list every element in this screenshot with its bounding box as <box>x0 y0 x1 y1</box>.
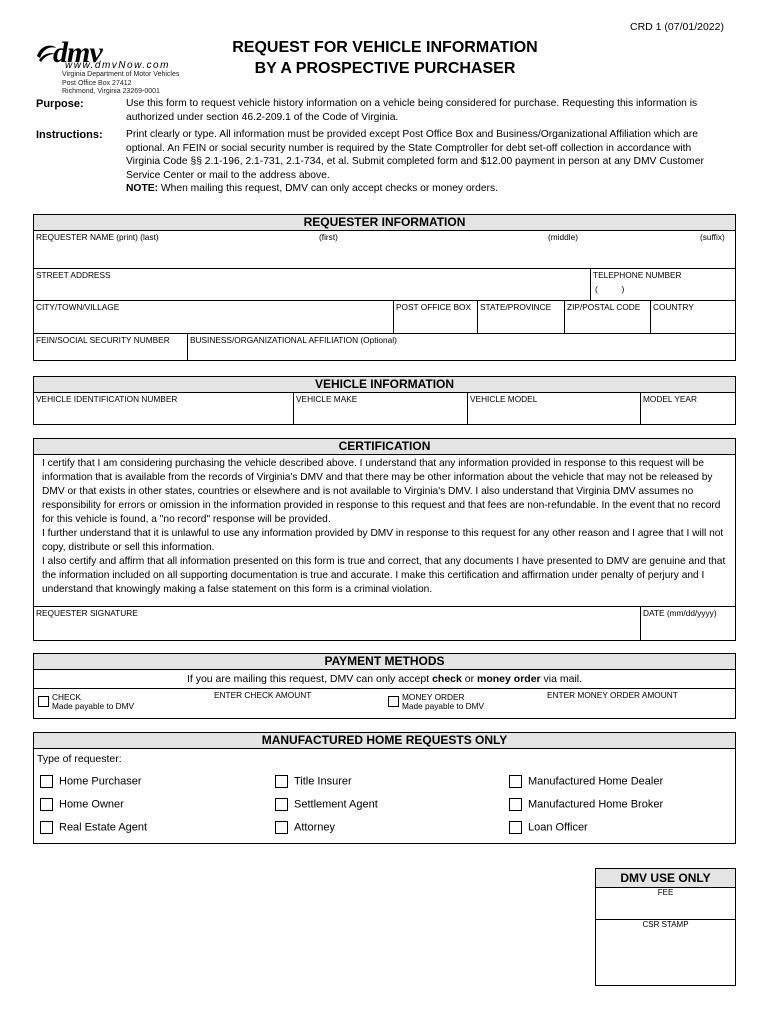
option-mh-broker[interactable] <box>509 798 663 811</box>
option-title-insurer[interactable] <box>275 775 352 788</box>
certification-section <box>33 438 736 641</box>
fee-field <box>596 888 735 920</box>
mo-amount-label: ENTER MONEY ORDER AMOUNT <box>547 690 678 700</box>
option-mh-dealer[interactable] <box>509 775 663 788</box>
name-last-label: REQUESTER NAME (print) (last) <box>36 232 159 242</box>
signature-row <box>34 607 735 641</box>
phone-parens: ( ) <box>595 284 625 294</box>
mo-amount-field[interactable] <box>547 690 678 700</box>
checkbox[interactable] <box>275 798 288 811</box>
vin-label: VEHICLE IDENTIFICATION NUMBER <box>36 394 178 404</box>
option-label: Manufactured Home Broker <box>528 798 664 811</box>
check-checkbox[interactable] <box>38 696 49 707</box>
form-code: CRD 1 (07/01/2022) <box>630 21 724 33</box>
form-title <box>200 37 570 79</box>
fein-row <box>34 334 735 361</box>
cert-paragraph-1: I certify that I am considering purchasing the vehicle described above. I understand that any information provided in response to this request will be information that is available from the records of Virginia's DMV and that there may be other information about the vehicle that may not be released by DMV or that exists in other states, countries or elsewhere and is not available to Virginia's DMV. I also understand that Virginia DMV assumes no responsibility for errors or omission in the information provided in response to this request and that fees are non-refundable. In the event that no record for this vehicle is found, a "no record" response will be provided. <box>42 458 721 525</box>
option-label: Title Insurer <box>294 775 352 788</box>
certification-text <box>34 455 735 607</box>
state-field[interactable] <box>477 301 564 333</box>
option-label: Home Purchaser <box>59 775 142 788</box>
checkbox[interactable] <box>509 821 522 834</box>
fein-label: FEIN/SOCIAL SECURITY NUMBER <box>36 335 170 345</box>
street-address-field[interactable] <box>34 269 590 300</box>
payment-options-row <box>34 689 735 718</box>
manufactured-heading: MANUFACTURED HOME REQUESTS ONLY <box>34 733 735 749</box>
agency-line: Virginia Department of Motor Vehicles <box>62 71 180 78</box>
zip-field[interactable] <box>564 301 650 333</box>
city-field[interactable] <box>34 301 393 333</box>
fein-field[interactable] <box>34 334 187 361</box>
mo-label: MONEY ORDER <box>402 692 465 702</box>
city-label: CITY/TOWN/VILLAGE <box>36 302 120 312</box>
signature-label: REQUESTER SIGNATURE <box>36 608 138 618</box>
name-middle-label: (middle) <box>548 232 578 242</box>
checkbox[interactable] <box>275 775 288 788</box>
instructions-label: Instructions: <box>36 129 103 141</box>
payment-note-or: or <box>461 673 478 685</box>
vehicle-section <box>33 376 736 425</box>
requester-name-field[interactable] <box>34 231 735 268</box>
requester-heading: REQUESTER INFORMATION <box>34 215 735 231</box>
instructions-text: Print clearly or type. All information must be provided except Post Office Box and Business/Organizational Affiliation which are optional. An FEIN or social security number is required by the State Comptroller for debt set-off collection in accordance with Virginia Code §§ 2.1-196, 2.1-731, 2.1-734, et al. Submit completed form and $12.00 payment in person at any DMV Customer Service Center or mail to the address above. <box>126 129 704 181</box>
business-field[interactable] <box>187 334 735 361</box>
option-label: Manufactured Home Dealer <box>528 775 664 788</box>
agency-line: Richmond, Virginia 23269-0001 <box>62 88 160 95</box>
option-label: Loan Officer <box>528 821 588 834</box>
payment-note-pre: If you are mailing this request, DMV can only accept <box>186 673 433 685</box>
dmv-use-only-box <box>595 868 736 986</box>
zip-label: ZIP/POSTAL CODE <box>567 302 641 312</box>
checkbox[interactable] <box>40 821 53 834</box>
logo-wordmark: dmv <box>53 36 102 69</box>
note-text: When mailing this request, DMV can only accept checks or money orders. <box>158 183 498 195</box>
name-row <box>34 231 735 269</box>
payment-heading: PAYMENT METHODS <box>34 654 735 670</box>
vehicle-make-field[interactable] <box>293 393 467 425</box>
requester-section <box>33 214 736 361</box>
model-year-field[interactable] <box>640 393 735 425</box>
date-field[interactable] <box>640 607 735 641</box>
payment-note-post: via mail. <box>540 673 583 685</box>
logo-url: www.dmvNow.com <box>65 60 170 71</box>
money-order-checkbox[interactable] <box>388 696 399 707</box>
purpose-text: Use this form to request vehicle history information on a vehicle being considered for purchase. Requesting this information is authorized under section 46.2-209.1 of the Code of Virginia. <box>126 98 698 123</box>
check-label: CHECK <box>52 692 82 702</box>
street-label: STREET ADDRESS <box>36 270 111 280</box>
country-label: COUNTRY <box>653 302 694 312</box>
certification-heading: CERTIFICATION <box>34 439 735 455</box>
option-label: Home Owner <box>59 798 124 811</box>
check-amount-label: ENTER CHECK AMOUNT <box>214 690 312 700</box>
option-home-owner[interactable] <box>40 798 124 811</box>
option-attorney[interactable] <box>275 821 335 834</box>
option-settlement-agent[interactable] <box>275 798 378 811</box>
checkbox[interactable] <box>40 775 53 788</box>
money-order-option <box>402 693 484 711</box>
option-home-purchaser[interactable] <box>40 775 142 788</box>
po-box-field[interactable] <box>393 301 477 333</box>
country-field[interactable] <box>650 301 735 333</box>
telephone-label: TELEPHONE NUMBER <box>593 270 682 280</box>
option-loan-officer[interactable] <box>509 821 588 834</box>
name-suffix-label: (suffix) <box>700 232 725 242</box>
state-label: STATE/PROVINCE <box>480 302 552 312</box>
instructions-note <box>126 182 726 196</box>
option-real-estate-agent[interactable] <box>40 821 147 834</box>
model-label: VEHICLE MODEL <box>470 394 538 404</box>
agency-address <box>62 71 179 97</box>
csr-stamp-label: CSR STAMP <box>642 920 689 929</box>
checkbox[interactable] <box>275 821 288 834</box>
name-first-label: (first) <box>319 232 338 242</box>
checkbox[interactable] <box>40 798 53 811</box>
date-label: DATE (mm/dd/yyyy) <box>643 608 717 618</box>
check-sub: Made payable to DMV <box>52 701 135 711</box>
vehicle-row <box>34 393 735 425</box>
fee-label: FEE <box>657 888 674 897</box>
manufactured-section <box>33 732 736 844</box>
purpose-label: Purpose: <box>36 98 84 110</box>
vin-field[interactable] <box>34 393 293 425</box>
cert-paragraph-3: I also certify and affirm that all information presented on this form is true and correct, that any documents I have presented to DMV are genuine and that the information included on all supporting documentation is true and accurate. I make this certification and affirmation under penalty of perjury and I understand that knowingly making a false statement on this form is a criminal violation. <box>42 556 726 595</box>
dmv-logo <box>35 36 215 98</box>
title-line-1: REQUEST FOR VEHICLE INFORMATION <box>232 39 538 56</box>
vehicle-heading: VEHICLE INFORMATION <box>34 377 735 393</box>
vehicle-model-field[interactable] <box>467 393 640 425</box>
checkbox[interactable] <box>509 798 522 811</box>
po-box-label: POST OFFICE BOX <box>396 302 471 312</box>
payment-note <box>34 670 735 689</box>
cert-paragraph-2: I further understand that it is unlawful to use any information provided by DMV in response to this request for any other reason and I agree that I will not copy, distribute or sell this information. <box>42 528 724 553</box>
agency-line: Post Office Box 27412 <box>62 79 132 87</box>
payment-note-check: check <box>432 673 462 685</box>
csr-stamp-field <box>596 920 735 929</box>
instructions-block <box>126 128 726 196</box>
make-label: VEHICLE MAKE <box>296 394 358 404</box>
dmv-use-heading: DMV USE ONLY <box>596 869 735 888</box>
city-row <box>34 301 735 334</box>
option-label: Attorney <box>294 821 335 834</box>
check-amount-field[interactable] <box>214 690 311 700</box>
telephone-field[interactable] <box>590 269 735 300</box>
address-row <box>34 269 735 301</box>
business-label: BUSINESS/ORGANIZATIONAL AFFILIATION (Optional) <box>190 335 397 345</box>
check-option <box>52 693 134 711</box>
mo-sub: Made payable to DMV <box>402 701 485 711</box>
requester-type-label: Type of requester: <box>37 753 122 765</box>
year-label: MODEL YEAR <box>643 394 697 404</box>
title-line-2: BY A PROSPECTIVE PURCHASER <box>254 60 516 77</box>
checkbox[interactable] <box>509 775 522 788</box>
note-label: NOTE: <box>126 183 159 195</box>
option-label: Settlement Agent <box>294 798 378 811</box>
payment-note-mo: money order <box>477 673 541 685</box>
signature-field[interactable] <box>34 607 640 641</box>
payment-section <box>33 653 736 719</box>
option-label: Real Estate Agent <box>59 821 148 834</box>
